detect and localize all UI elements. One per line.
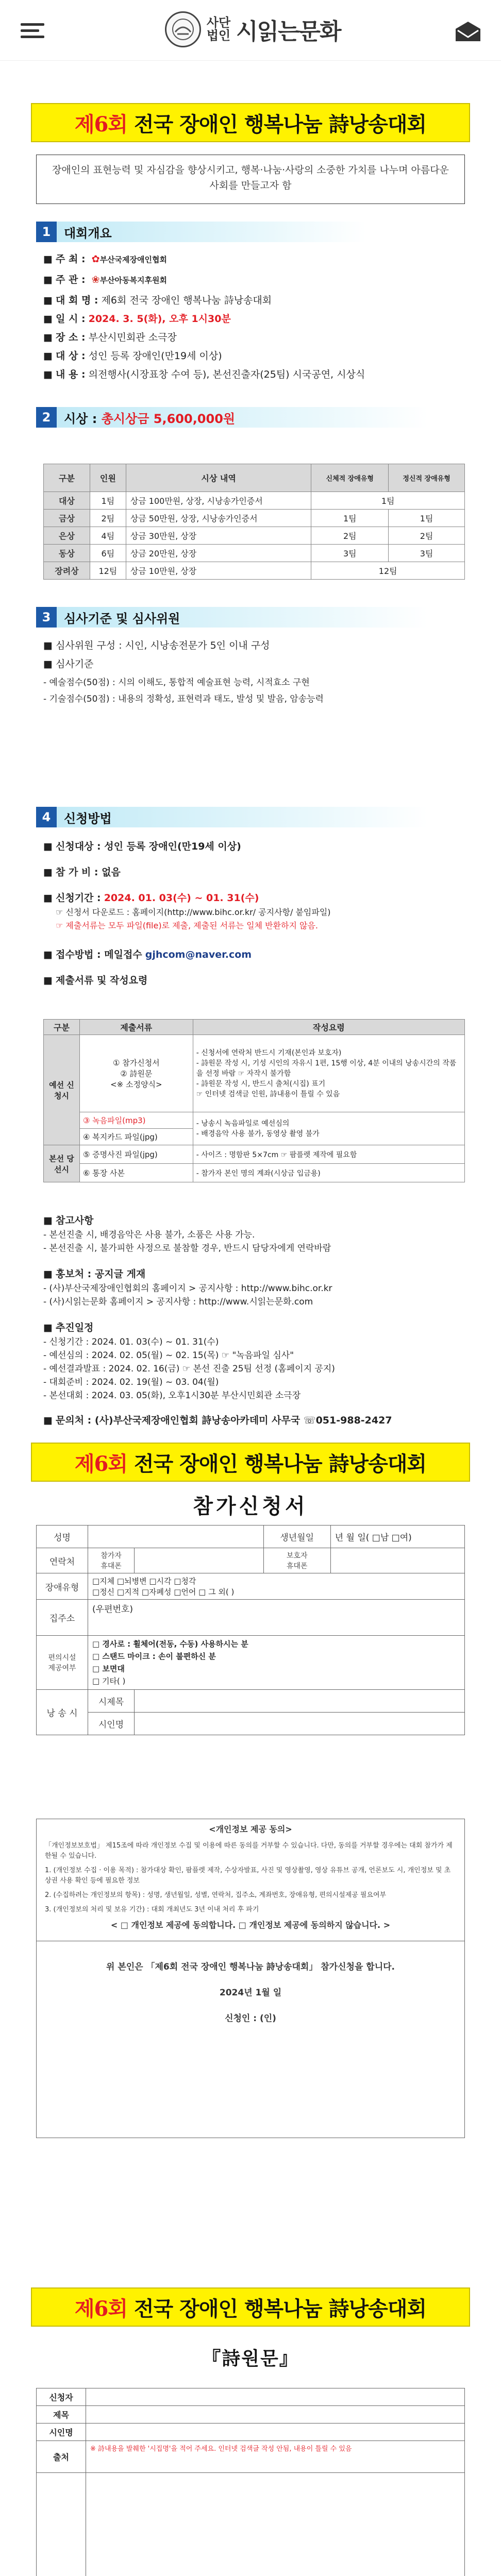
row-physical: 1팀 (311, 510, 389, 527)
doc-name: ⑥ 통장 사본 (79, 1164, 193, 1182)
form-row (37, 1548, 465, 1573)
consent-heading: <개인정보 제공 동의> (209, 1824, 292, 1834)
awards-table (43, 464, 465, 580)
col-header: 정신적 장애유형 (389, 464, 465, 492)
row-category: 본선 당선시 (44, 1145, 80, 1182)
form-poster-title (31, 1443, 470, 1482)
consent-box (36, 1819, 465, 2138)
form-row (37, 1573, 465, 1600)
row-mental: 3팀 (389, 545, 465, 562)
row-category: 금상 (44, 510, 90, 527)
form-row (37, 1600, 465, 1636)
facility-music-stand: □ 보면대 (92, 1664, 125, 1673)
email-line: ■ 접수방법 : 메일접수 gjhcom@naver.com (43, 949, 252, 960)
judges-text: 심사위원 구성 : 시인, 시낭송전문가 5인 이내 구성 (56, 640, 270, 651)
facility-ramp: □ 경사로 : 휠체어(전동, 수동) 사용하시는 분 (92, 1639, 248, 1649)
notice-title: 참고사항 (56, 1215, 94, 1226)
row-team-count: 12팀 (311, 562, 465, 580)
doc-name: ③ 녹음파일(mp3) (79, 1112, 193, 1129)
doc-tip: - 사이즈 : 명함판 5×7cm ☞ 팜플렛 제작에 필요함 (193, 1145, 464, 1164)
form-row (37, 2388, 465, 2406)
docs-table (43, 1019, 465, 1182)
mail-button[interactable] (454, 21, 482, 42)
download-note: ☞ 신청서 다운로드 : 홈페이지(http://www.bihc.or.kr/ 공지사항/ 붙임파일) (56, 907, 331, 917)
intro-text: 장애인의 표현능력 및 자심감을 향상시키고, 행복·나눔·사랑의 소중한 가치를 나누며 아름다운 사회를 만들고자 함 (36, 155, 465, 204)
row-count: 12팀 (90, 562, 126, 580)
row-prize: 상금 100만원, 상장, 시낭송가인증서 (126, 492, 311, 510)
contact-text: 문의처 : (사)부산국제장애인협회 詩낭송아카데미 사무국 ☏051-988-2427 (56, 1415, 392, 1426)
docs-title-line: ■ 제출서류 및 작성요령 (43, 975, 148, 986)
form-row (37, 2441, 465, 2473)
doc-tip-text: - 낭송시 녹음파일로 예선심의 (196, 1119, 290, 1128)
schedule-1: - 신청기간 : 2024. 01. 03(수) ~ 01. 31(수) (43, 1337, 219, 1347)
name-label: 성명 (37, 1526, 88, 1548)
place-line: ■ 장 소 : 부산시민회관 소극장 (43, 332, 177, 343)
schedule-title-line: ■ 추진일정 (43, 1322, 94, 1333)
fee-line: ■ 참 가 비 : 없음 (43, 867, 121, 878)
doc-tip-text: - 배경음악 사용 불가, 동영상 촬영 불가 (196, 1129, 320, 1138)
site-logo[interactable] (165, 11, 341, 47)
table-row (44, 492, 465, 510)
title-main: 전국 장애인 행복나눔 詩낭송대회 (133, 112, 427, 137)
section-number: 2 (36, 407, 57, 428)
period-line: ■ 신청기간 : 2024. 01. 03(수) ~ 01. 31(수) (43, 892, 259, 904)
section-title: 신청방법 (64, 811, 112, 826)
place-value: 부산시민회관 소극장 (88, 332, 177, 343)
poem-form-title: 『詩원문』 (202, 2348, 299, 2369)
criteria-line: ■ 심사기준 (43, 658, 94, 670)
menu-icon-line (21, 29, 39, 32)
row-count: 6팀 (90, 545, 126, 562)
app-header (0, 0, 501, 61)
title-prefix: 제6회 (74, 112, 128, 137)
pr-link-1[interactable]: - (사)부산국제장애인협회의 홈페이지 > 공지사항 : http://www.bihc.or.kr (43, 1283, 332, 1294)
doc-name: ④ 복지카드 파일(jpg) (79, 1129, 193, 1145)
guardian-phone-input[interactable] (330, 1548, 464, 1573)
content-label: 내 용 : (56, 369, 86, 380)
facility-option[interactable] (92, 1638, 460, 1650)
form-row (37, 1526, 465, 1548)
poster-title (31, 103, 470, 142)
facility-options[interactable] (88, 1636, 465, 1690)
applicant-phone-input[interactable] (135, 1548, 264, 1573)
source-label: 출처 (37, 2441, 86, 2473)
section-2-header (36, 407, 428, 428)
date-value: 2024. 3. 5(화), 오후 1시30분 (88, 313, 231, 325)
schedule-3: - 예선결과발표 : 2024. 02. 16(금) ☞ 본선 진출 25팀 선정 (홈페이지 공지) (43, 1364, 335, 1374)
facility-stand-mic: □ 스탠드 마이크 : 손이 불편하신 분 (92, 1652, 216, 1661)
criteria-art: - 예술점수(50점) : 시의 이해도, 통합적 예술표현 능력, 시적효소 구현 (43, 677, 310, 688)
contest-name-label: 대 회 명 : (56, 295, 98, 306)
row-category: 동상 (44, 545, 90, 562)
section-1-header (36, 222, 366, 242)
email-label: 접수방법 : 메일접수 (56, 949, 142, 960)
address-input[interactable]: (우편번호) (88, 1600, 465, 1636)
period-value: 2024. 01. 03(수) ~ 01. 31(수) (104, 892, 259, 904)
date-label: 일 시 : (56, 313, 86, 325)
form-row (37, 2424, 465, 2441)
notice-2: - 본선진출 시, 불가피한 사정으로 불참할 경우, 반드시 담당자에게 연락바람 (43, 1243, 331, 1253)
section-title: 심사기준 및 심사위원 (64, 611, 180, 626)
host-logo-icon: ✿ (91, 253, 100, 265)
facility-label: 편의시설 제공여부 (37, 1636, 88, 1690)
applicant-label: 신청자 (37, 2388, 86, 2406)
contest-name-line: ■ 대 회 명 : 제6회 전국 장애인 행복나눔 詩낭송대회 (43, 295, 272, 306)
place-label: 장 소 : (56, 332, 86, 343)
date-line: ■ 일 시 : 2024. 3. 5(화), 오후 1시30분 (43, 313, 231, 325)
menu-button[interactable] (21, 20, 44, 43)
judges-line: ■ 심사위원 구성 : 시인, 시낭송전문가 5인 이내 구성 (43, 640, 270, 651)
poem-label: 낭 송 시 (37, 1690, 88, 1735)
type-label: 장애유형 (37, 1573, 88, 1600)
doc-tip: - 참가자 본인 명의 계좌(시상금 입금용) (193, 1164, 464, 1182)
organizer-line: ■ 주 관 : ❀부산아동복지후원회 (43, 274, 167, 285)
facility-option[interactable] (92, 1663, 460, 1675)
form-row (37, 1713, 465, 1735)
birth-input[interactable]: 년 월 일( □남 □여) (330, 1526, 464, 1548)
application-form (36, 1525, 465, 1735)
table-row (44, 1145, 465, 1164)
row-prize: 상금 20만원, 상장 (126, 545, 311, 562)
table-header-row (44, 464, 465, 492)
contact-line: ■ 문의처 : (사)부산국제장애인협회 詩낭송아카데미 사무국 ☏051-988-2427 (43, 1415, 392, 1426)
section-title (57, 409, 235, 427)
title-prefix: 제6회 (74, 1451, 128, 1476)
facility-other: □ 기타( ) (92, 1676, 126, 1686)
docs-title: 제출서류 및 작성요령 (56, 975, 148, 986)
type-options-row[interactable]: □지체 □뇌병변 □시각 □청각 (92, 1577, 196, 1586)
host-value: 부산국제장애인협회 (99, 255, 167, 264)
section-3-header (36, 607, 428, 628)
consent-paragraph: 1. (개인정보 수집 · 이용 목적) : 참가대상 확인, 팜플렛 제작, 수상자발표, 사진 및 영상촬영, 영상 유튜브 공개, 언론보도 시, 개인정보 및 초상권 사용 확인 등에 필요한 정보 (45, 1867, 451, 1885)
col-header: 제출서류 (79, 1020, 193, 1035)
form-row (37, 1636, 465, 1690)
content-input[interactable] (86, 2473, 465, 2576)
section-4-header (36, 807, 428, 827)
section-title: 대회개요 (64, 226, 112, 241)
mail-icon (454, 21, 482, 42)
applicant-phone-label: 참가자 휴대폰 (88, 1548, 135, 1573)
form-title: 참가신청서 (193, 1495, 308, 1518)
schedule-4: - 대회준비 : 2024. 02. 19(월) ~ 03. 04(월) (43, 1377, 219, 1387)
table-row (44, 510, 465, 527)
poem-form (36, 2388, 465, 2576)
organizer-value: 부산아동복지후원회 (99, 276, 167, 285)
menu-icon-line (21, 23, 44, 26)
row-prize: 상금 30만원, 상장 (126, 527, 311, 545)
target-value: 성인 등록 장애인(만19세 이상) (88, 350, 222, 362)
content-label (37, 2473, 86, 2576)
poem-poster-title (31, 2287, 470, 2327)
col-header: 작성요령 (193, 1020, 464, 1035)
facility-option[interactable] (92, 1675, 460, 1687)
host-label: 주 최 : (56, 253, 86, 265)
birth-label: 생년월일 (263, 1526, 330, 1548)
awards-total: 총시상금 5,600,000원 (101, 411, 236, 426)
file-note: ☞ 제출서류는 모두 파일(file)로 제출, 제출된 서류는 일체 반환하지 않음. (56, 921, 318, 930)
poem-title-label: 시제목 (88, 1690, 135, 1713)
content-line: ■ 내 용 : 의전행사(시장표창 수여 등), 본선진출자(25팀) 시국공연, 시상식 (43, 369, 365, 380)
section-number: 1 (36, 222, 57, 242)
poem-title-input[interactable] (135, 1690, 465, 1713)
type-options[interactable] (88, 1573, 465, 1600)
emblem-icon (170, 16, 196, 42)
doc-name: ⑤ 증명사진 파일(jpg) (79, 1145, 193, 1164)
row-mental: 1팀 (389, 510, 465, 527)
notice-1: - 본선진출 시, 배경음악은 사용 불가, 소품은 사용 가능. (43, 1230, 255, 1240)
logo-emblem-icon (165, 11, 201, 47)
title-prefix: 제6회 (74, 2296, 128, 2321)
poet-input[interactable] (86, 2424, 465, 2441)
poet-name-input[interactable] (135, 1713, 465, 1735)
signature-line[interactable]: 신청인 : (인) (225, 2013, 276, 2024)
pr-title: 홍보처 : 공지글 게재 (56, 1268, 146, 1280)
row-prize: 상금 50만원, 상장, 시낭송가인증서 (126, 510, 311, 527)
criteria-tech: - 기술점수(50점) : 내용의 정확성, 표현력과 태도, 발성 및 발음, 암송능력 (43, 694, 324, 704)
row-mental: 2팀 (389, 527, 465, 545)
row-physical: 2팀 (311, 527, 389, 545)
schedule-2: - 예선심의 : 2024. 02. 05(월) ~ 02. 15(목) ☞ "녹음파일 심사" (43, 1350, 294, 1361)
consent-paragraph: 2. (수집하려는 개인정보의 항목) : 성명, 생년월일, 성별, 연락처, 집주소, 계좌번호, 장애유형, 편의시설제공 필요여부 (45, 1891, 387, 1899)
row-team-count: 1팀 (311, 492, 465, 510)
doc-tip: - 신청서에 연락처 반드시 기재(본인과 보호자) - 詩원문 작성 시, 기성 시인의 자유시 1편, 15행 이상, 4분 이내의 낭송시간의 작품을 선정 바람 ☞ 자작시 불가함 - 詩원문 작성 시, 반드시 출처(시집) 표기 ☞ 인터넷 검색글 인원, 詩내용이 틀릴 수 있음 (193, 1035, 464, 1112)
source-input[interactable] (86, 2441, 465, 2473)
name-input[interactable] (88, 1526, 264, 1548)
consent-paragraph: 「개인정보보호법」 제15조에 따라 개인정보 수집 및 이용에 따른 동의를 거부할 수 있습니다. 다만, 동의를 거부할 경우에는 대회 참가가 제한될 수 있습니다. (45, 1842, 453, 1860)
address-label: 집주소 (37, 1600, 88, 1636)
organizer-label: 주 관 : (56, 274, 86, 285)
form-row (37, 1690, 465, 1713)
table-row (44, 1164, 465, 1182)
pr-link-2[interactable]: - (사)시읽는문화 홈페이지 > 공지사항 : http://www.시읽는문화.com (43, 1297, 313, 1307)
logo-small-text: 사단법인 (206, 15, 231, 43)
table-row (44, 562, 465, 580)
submission-statement: 위 본인은 「제6회 전국 장애인 행복나눔 詩낭송대회」 참가신청을 합니다. (106, 1962, 395, 1972)
pr-title-line: ■ 홍보처 : 공지글 게재 (43, 1268, 146, 1280)
schedule-5: - 본선대회 : 2024. 03. 05(화), 오후1시30분 부산시민회관 소극장 (43, 1391, 301, 1401)
table-row (44, 527, 465, 545)
col-header: 구분 (44, 464, 90, 492)
table-row (44, 545, 465, 562)
poet-name-label: 시인명 (88, 1713, 135, 1735)
row-category: 장려상 (44, 562, 90, 580)
notice-title-line: ■ 참고사항 (43, 1215, 94, 1226)
row-count: 4팀 (90, 527, 126, 545)
poem-title-label: 제목 (37, 2406, 86, 2424)
apply-target-text: 신청대상 : 성인 등록 장애인(만19세 이상) (56, 841, 241, 852)
contact-label: 연락처 (37, 1548, 88, 1573)
facility-option[interactable] (92, 1650, 460, 1663)
consent-checkboxes[interactable]: < □ 개인정보 제공에 동의합니다. □ 개인정보 제공에 동의하지 않습니다. > (110, 1920, 391, 1930)
organizer-logo-icon: ❀ (91, 274, 100, 285)
doc-tip (193, 1112, 464, 1145)
table-row (44, 1035, 465, 1112)
logo-title: 시읽는문화 (236, 19, 341, 45)
target-label: 대 상 : (56, 350, 86, 362)
col-header: 인원 (90, 464, 126, 492)
target-line: ■ 대 상 : 성인 등록 장애인(만19세 이상) (43, 350, 222, 362)
consent-paragraph: 3. (개인정보의 처리 및 보유 기간) : 대회 개최년도 3년 이내 처리 후 파기 (45, 1906, 259, 1913)
period-label: 신청기간 : (56, 892, 101, 904)
schedule-title: 추진일정 (56, 1322, 94, 1333)
criteria-text: 심사기준 (56, 658, 94, 670)
applicant-input[interactable] (86, 2388, 465, 2406)
poet-label: 시인명 (37, 2424, 86, 2441)
col-header: 신체적 장애유형 (311, 464, 389, 492)
fee-text: 참 가 비 : 없음 (56, 867, 121, 878)
source-note: ※ 詩내용을 발췌한 '시집명'을 적어 주세요. 인터넷 검색글 작성 안됨, 내용이 틀릴 수 있음 (90, 2445, 352, 2453)
section-number: 4 (36, 807, 57, 827)
awards-label: 시상 : (64, 411, 97, 426)
host-line: ■ 주 최 : ✿부산국제장애인협회 (43, 253, 167, 265)
title-main: 전국 장애인 행복나눔 詩낭송대회 (133, 2296, 427, 2321)
title-main: 전국 장애인 행복나눔 詩낭송대회 (133, 1451, 427, 1476)
submission-date[interactable]: 2024년 1월 일 (219, 1988, 282, 1998)
col-header: 구분 (44, 1020, 80, 1035)
content-value: 의전행사(시장표창 수여 등), 본선진출자(25팀) 시국공연, 시상식 (88, 369, 365, 380)
apply-target-line: ■ 신청대상 : 성인 등록 장애인(만19세 이상) (43, 841, 241, 852)
contest-name-value: 제6회 전국 장애인 행복나눔 詩낭송대회 (101, 295, 272, 306)
col-header: 시상 내역 (126, 464, 311, 492)
row-count: 2팀 (90, 510, 126, 527)
type-options-row[interactable]: □정신 □지적 □자폐성 □언어 □ 그 외( ) (92, 1587, 235, 1597)
doc-name: ① 참가신청서 ② 詩원문 <※ 소정양식> (79, 1035, 193, 1112)
row-category: 예선 신청시 (44, 1035, 80, 1145)
poem-title-input[interactable] (86, 2406, 465, 2424)
row-category: 은상 (44, 527, 90, 545)
row-physical: 3팀 (311, 545, 389, 562)
row-category: 대상 (44, 492, 90, 510)
form-row (37, 2406, 465, 2424)
row-prize: 상금 10만원, 상장 (126, 562, 311, 580)
menu-icon-line (21, 36, 44, 38)
row-count: 1팀 (90, 492, 126, 510)
email-link[interactable]: gjhcom@naver.com (145, 949, 252, 960)
form-row (37, 2473, 465, 2576)
guardian-phone-label: 보호자 휴대폰 (263, 1548, 330, 1573)
table-row (44, 1112, 465, 1129)
table-header-row (44, 1020, 465, 1035)
section-number: 3 (36, 607, 57, 628)
